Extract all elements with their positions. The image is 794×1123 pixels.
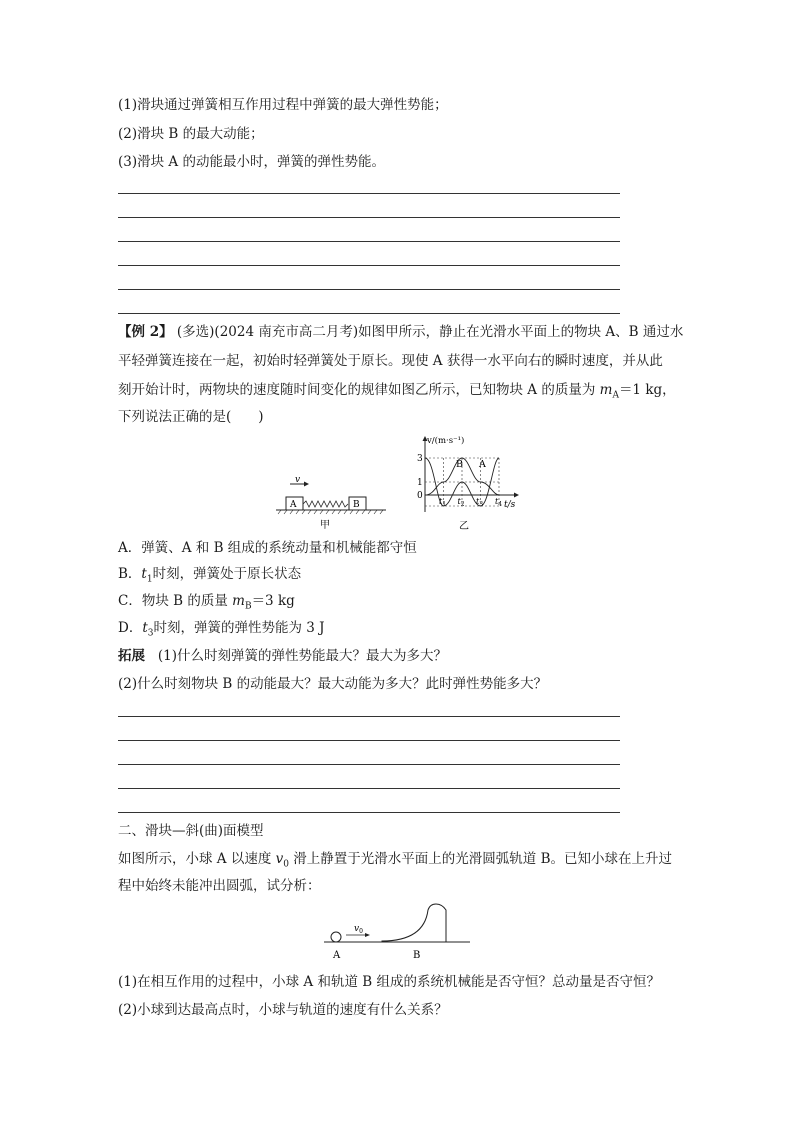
svg-text:3: 3 [417, 454, 423, 464]
answer-line [118, 265, 620, 266]
answer-line [118, 217, 620, 218]
section2-question-2: (2)小球到达最高点时，小球与轨道的速度有什么关系？ [118, 1002, 448, 1018]
velocity-label: v [295, 476, 301, 485]
option-c: C．物块 B 的质量 $m_B=3$ kg [118, 593, 295, 612]
option-d: D．$t_3$时刻，弹簧的弹性势能为 3 J [118, 620, 325, 639]
tick-t1: $t_1$ [439, 497, 447, 508]
option-b: B．$t_1$时刻，弹簧处于原长状态 [118, 566, 302, 585]
y-axis-label: v/(m·s⁻¹) [427, 436, 465, 446]
figure-caption-jia: 甲 [320, 520, 330, 531]
question-2: (2)滑块 B 的最大动能； [118, 126, 264, 142]
answer-line [118, 740, 620, 741]
arc-track-b [382, 904, 446, 942]
example2-line1: 【例 2】 (多选)(2024 南充市高二月考)如图甲所示，静止在光滑水平面上的物块 A、B 通过水 [118, 324, 684, 340]
answer-line [118, 193, 620, 194]
section2-paragraph-2: 程中始终未能冲出圆弧，试分析： [118, 878, 321, 894]
svg-text:B: B [353, 500, 360, 510]
section2-paragraph-1: 如图所示，小球 A 以速度 $v_0$ 滑上静置于光滑水平面上的光滑圆弧轨道 B。已知小球在上升过 [118, 851, 673, 870]
svg-text:1: 1 [417, 478, 423, 488]
answer-line [118, 788, 620, 789]
x-axis-label: t/s [504, 500, 516, 510]
answer-line [118, 764, 620, 765]
extension-2: (2)什么时刻物块 B 的动能最大？最大动能为多大？此时弹性势能多大？ [118, 676, 548, 692]
velocity-label: $v_0$ [354, 924, 363, 935]
example-tag: 【例 2】 [118, 324, 173, 340]
section-heading: 二、滑块—斜(曲)面模型 [118, 823, 264, 839]
ball-a [331, 932, 341, 942]
svg-text:B: B [413, 950, 421, 961]
tick-t4: $t_4$ [495, 497, 503, 508]
figure-arc-track [324, 900, 474, 964]
option-a: A．弹簧、A 和 B 组成的系统动量和机械能都守恒 [118, 540, 417, 556]
spring [303, 501, 348, 507]
example2-line2: 平轻弹簧连接在一起，初始时轻弹簧处于原长。现使 A 获得一水平向右的瞬时速度，并从此 [118, 353, 663, 369]
question-1: (1)滑块通过弹簧相互作用过程中弹簧的最大弹性势能； [118, 97, 448, 113]
answer-line [118, 313, 620, 314]
answer-line [118, 289, 620, 290]
svg-text:A: A [290, 500, 297, 510]
figure-yi-graph [405, 434, 535, 534]
answer-line [118, 241, 620, 242]
example2-line3: 刻开始计时，两物块的速度随时间变化的规律如图乙所示，已知物块 A 的质量为 $m_A=1$ kg， [118, 382, 676, 401]
figure-jia [276, 476, 388, 532]
question-3: (3)滑块 A 的动能最小时，弹簧的弹性势能。 [118, 154, 385, 170]
extension-tag: 拓展 [118, 648, 145, 664]
answer-line [118, 716, 620, 717]
figure-caption-yi: 乙 [459, 521, 469, 532]
answer-line [118, 812, 620, 813]
extension-1: 拓展 (1)什么时刻弹簧的弹性势能最大？最大为多大？ [118, 648, 447, 664]
svg-text:0: 0 [417, 491, 423, 501]
curve-b-label: B [456, 459, 463, 470]
example2-line4: 下列说法正确的是( ) [118, 409, 264, 425]
tick-t2: $t_2$ [457, 497, 465, 508]
section2-question-1: (1)在相互作用的过程中，小球 A 和轨道 B 组成的系统机械能是否守恒？总动量是否守恒？ [118, 974, 660, 990]
svg-text:A: A [333, 950, 341, 961]
curve-a-label: A [479, 459, 486, 470]
tick-t3: $t_3$ [476, 497, 484, 508]
